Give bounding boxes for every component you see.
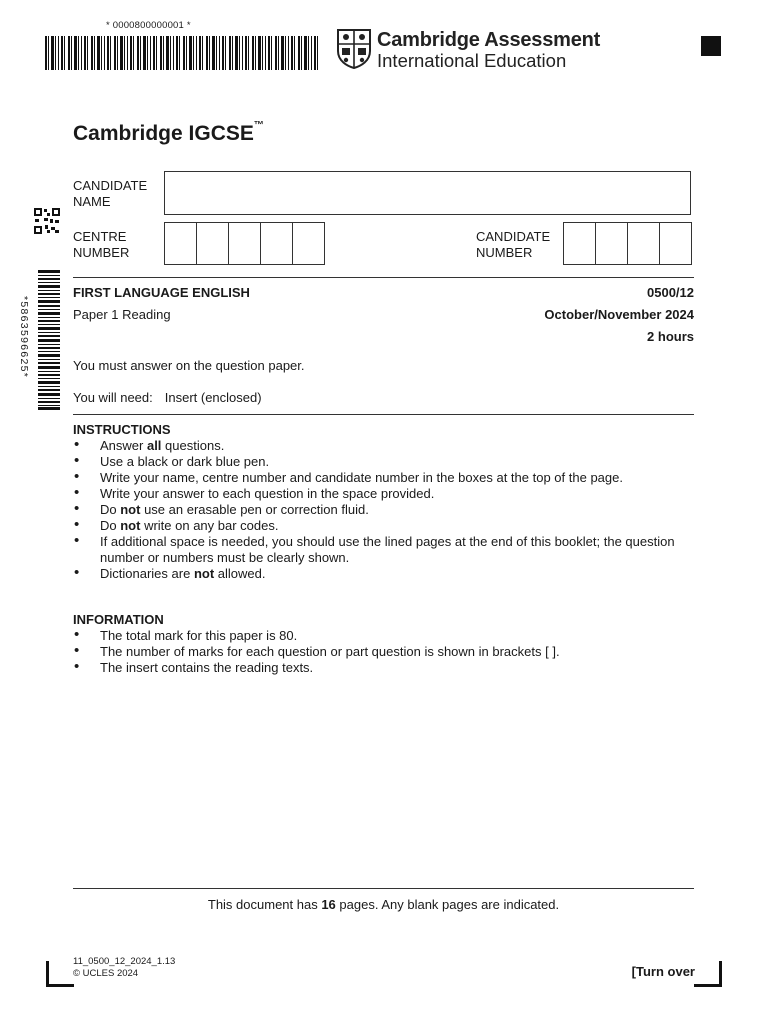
turn-over: [Turn over [631,964,695,979]
list-item: • The insert contains the reading texts. [73,660,693,676]
logo-title: Cambridge Assessment [377,29,601,51]
corner-mark-left [46,984,74,987]
centre-number-cell[interactable] [261,223,293,264]
divider [73,888,694,889]
paper-name: Paper 1 Reading [73,307,171,322]
list-item: • If additional space is needed, you should use the lined pages at the end of this booklet; the question number or numbers must be clearly shown. [73,534,693,566]
centre-number-cell[interactable] [197,223,229,264]
exam-duration: 2 hours [647,329,694,344]
list-item: • Do not write on any bar codes. [73,518,693,534]
candidate-name-label: CANDIDATE NAME [73,178,148,209]
list-item: • Dictionaries are not allowed. [73,566,693,582]
list-item: • Do not use an erasable pen or correction fluid. [73,502,693,518]
qr-code [34,208,60,234]
syllabus-code: 0500/12 [647,285,694,300]
materials-needed: You will need: Insert (enclosed) [73,390,262,405]
information-heading: INFORMATION [73,612,164,627]
centre-number-cell[interactable] [229,223,261,264]
logo-subtitle: International Education [377,50,567,71]
registration-mark [701,36,721,56]
exam-session: October/November 2024 [544,307,694,322]
list-item: • The number of marks for each question or part question is shown in brackets [ ]. [73,644,693,660]
corner-mark-right [694,984,722,987]
candidate-name-field[interactable] [164,171,691,215]
divider [73,277,694,278]
list-item: • Answer all questions. [73,438,693,454]
barcode [45,36,319,70]
candidate-number-label: CANDIDATE NUMBER [476,229,551,260]
qualification-title: Cambridge IGCSE™ [73,120,264,145]
candidate-number-cell[interactable] [596,223,628,264]
divider [73,414,694,415]
instructions-heading: INSTRUCTIONS [73,422,171,437]
candidate-number-cell[interactable] [564,223,596,264]
copyright: © UCLES 2024 [73,968,139,979]
answer-note: You must answer on the question paper. [73,358,305,373]
candidate-number-cell[interactable] [660,223,691,264]
list-item: • Write your answer to each question in the space provided. [73,486,693,502]
subject-title: FIRST LANGUAGE ENGLISH [73,285,250,300]
centre-number-label: CENTRE NUMBER [73,229,130,260]
centre-number-field[interactable] [164,222,325,265]
candidate-number-cell[interactable] [628,223,660,264]
centre-number-cell[interactable] [293,223,324,264]
document-code: 11_0500_12_2024_1.13 [73,956,176,967]
candidate-number-field[interactable] [563,222,692,265]
instructions-list [73,438,693,582]
side-barcode [38,270,60,410]
list-item: • Use a black or dark blue pen. [73,454,693,470]
page-count-note: This document has 16 pages. Any blank pages are indicated. [207,897,560,912]
information-list [73,628,693,676]
cambridge-logo [337,29,601,71]
list-item: • The total mark for this paper is 80. [73,628,693,644]
centre-number-cell[interactable] [165,223,197,264]
side-barcode-number: *5863596625* [18,296,30,379]
list-item: • Write your name, centre number and candidate number in the boxes at the top of the page. [73,470,693,486]
shield-icon [337,29,371,69]
barcode-number: * 0000800000001 * [106,20,191,31]
